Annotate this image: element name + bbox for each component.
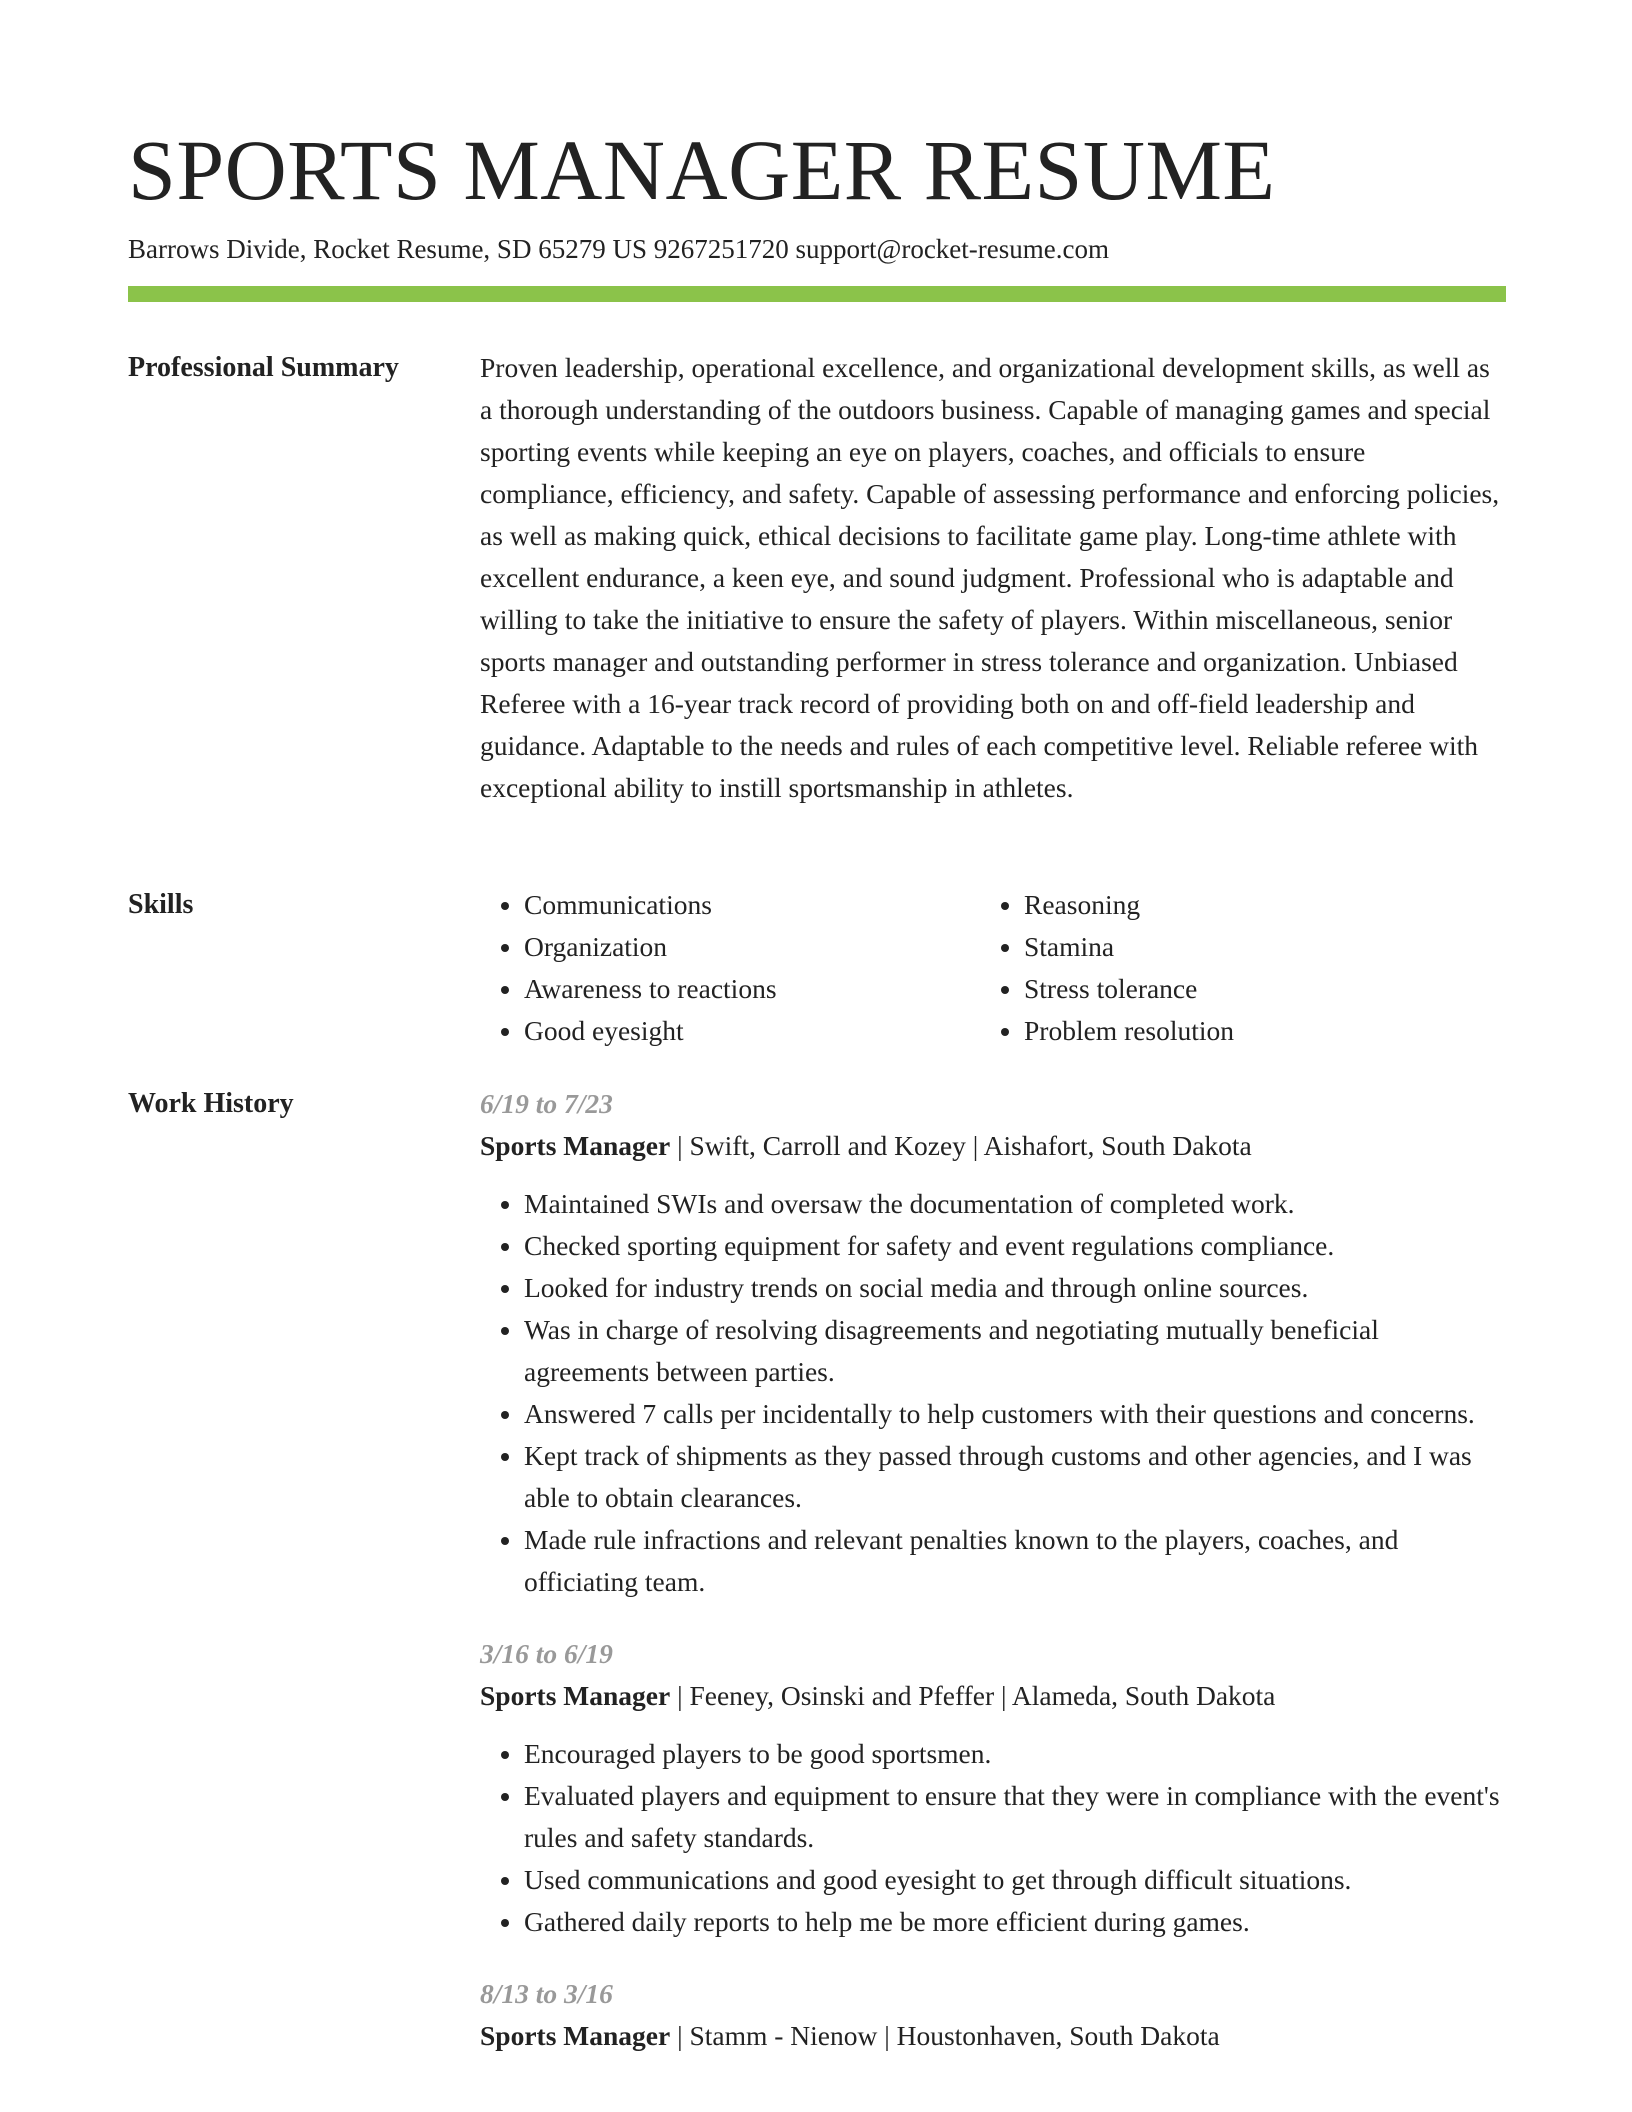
job-bullets [480, 1733, 1500, 1943]
job-title: Sports Manager [480, 1130, 671, 1161]
job-bullet: • Answered 7 calls per incidentally to help customers with their questions and concerns. [524, 1393, 1500, 1435]
skill-item: • Reasoning [1024, 884, 1234, 926]
job-bullets [480, 1183, 1500, 1603]
skill-item: • Stress tolerance [1024, 968, 1234, 1010]
contact-line: Barrows Divide, Rocket Resume, SD 65279 US 9267251720 support@rocket-resume.com [128, 234, 1109, 264]
job-dates: 8/13 to 3/16 [480, 1978, 613, 2009]
job-details: | Feeney, Osinski and Pfeffer | Alameda, South Dakota [670, 1680, 1276, 1711]
job-details: | Stamm - Nienow | Houstonhaven, South Dakota [670, 2020, 1220, 2051]
job-details: | Swift, Carroll and Kozey | Aishafort, South Dakota [670, 1130, 1252, 1161]
job-bullet: • Looked for industry trends on social media and through online sources. [524, 1267, 1500, 1309]
job-bullet: • Was in charge of resolving disagreements and negotiating mutually beneficial agreements between parties. [524, 1309, 1500, 1393]
job-title: Sports Manager [480, 2020, 671, 2051]
job-heading [480, 1125, 1500, 1167]
job-bullet: • Kept track of shipments as they passed through customs and other agencies, and I was able to obtain clearances. [524, 1435, 1500, 1519]
work-history-body [480, 1083, 1500, 2057]
skills-list-left [480, 884, 777, 1052]
skills-heading: Skills [128, 889, 194, 920]
job-dates: 3/16 to 6/19 [480, 1638, 613, 1669]
job-entry [480, 1633, 1500, 1943]
summary-text: Proven leadership, operational excellence, and organizational development skills, as well as a thorough understanding of the outdoors business. Capable of managing games and special sporting events while keeping an eye on players, coaches, and officials to ensure compliance, efficiency, and safety. Capable of assessing performance and enforcing policies, as well as making quick, ethical decisions to facilitate game play. Long-time athlete with excellent endurance, a keen eye, and sound judgment. Professional who is adaptable and willing to take the initiative to ensure the safety of players. Within miscellaneous, senior sports manager and outstanding performer in stress tolerance and organization. Unbiased Referee with a 16-year track record of providing both on and off-field leadership and guidance. Adaptable to the needs and rules of each competitive level. Reliable referee with exceptional ability to instill sportsmanship in athletes. [480, 352, 1500, 803]
job-entry [480, 1083, 1500, 1603]
summary-body [480, 347, 1500, 809]
resume-title: SPORTS MANAGER RESUME [128, 122, 1276, 218]
job-bullet: • Used communications and good eyesight to get through difficult situations. [524, 1859, 1500, 1901]
job-heading [480, 1675, 1500, 1717]
job-bullet: • Maintained SWIs and oversaw the documentation of completed work. [524, 1183, 1500, 1225]
work-history-heading: Work History [128, 1088, 294, 1119]
job-bullet: • Gathered daily reports to help me be more efficient during games. [524, 1901, 1500, 1943]
job-bullet: • Encouraged players to be good sportsmen. [524, 1733, 1500, 1775]
job-bullet: • Made rule infractions and relevant penalties known to the players, coaches, and officiating team. [524, 1519, 1500, 1603]
summary-heading: Professional Summary [128, 352, 399, 383]
header-divider [128, 286, 1506, 302]
skill-item: • Communications [524, 884, 777, 926]
skill-item: • Problem resolution [1024, 1010, 1234, 1052]
skills-list-right [980, 884, 1234, 1052]
job-bullet: • Evaluated players and equipment to ensure that they were in compliance with the event's rules and safety standards. [524, 1775, 1500, 1859]
skill-item: • Awareness to reactions [524, 968, 777, 1010]
skill-item: • Good eyesight [524, 1010, 777, 1052]
skill-item: • Stamina [1024, 926, 1234, 968]
job-dates: 6/19 to 7/23 [480, 1088, 613, 1119]
skill-item: • Organization [524, 926, 777, 968]
job-bullet: • Checked sporting equipment for safety and event regulations compliance. [524, 1225, 1500, 1267]
job-title: Sports Manager [480, 1680, 671, 1711]
job-entry [480, 1973, 1500, 2057]
job-heading [480, 2015, 1500, 2057]
